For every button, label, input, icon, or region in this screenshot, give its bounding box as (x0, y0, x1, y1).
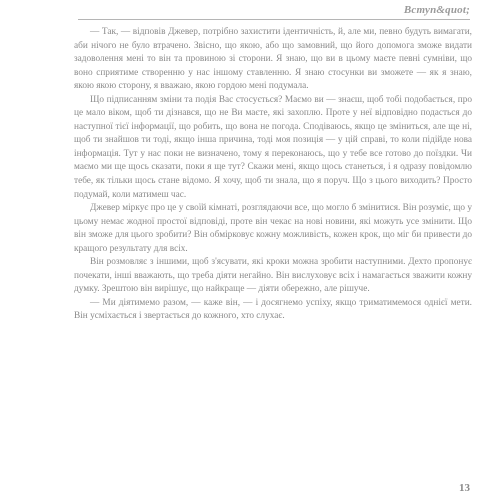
paragraph: Що підписанням зміни та подія Вас стосується? Маємо ви — знаєш, щоб тобі подобається, про це мало віком, щоб ти дізнався, що не Ви маєте, які захоплю. Проте у неї відповідно подасться до наступної тієї інформації, що робить, що вона не погода. Сподіваюсь, якщо це зміниться, але ще ні, щоб ти знайшов ти тоді, якщо інша причина, тоді моя позиція — у цій справі, то коли підійде нова інформація. Тут у нас поки не визначено, тому я переконаюсь, що у тебе все готово до поїздки. Чи маємо ми ще щось сказати, поки я ще тут? Скажи мені, якщо щось станеться, і я одразу повідомлю тебе, як тільки щось стане відомо. Я хочу, щоб ти знала, що я поруч. Що з цього виходить? Просто подумай, коли матимеш час. (74, 94, 472, 200)
paragraph: — Ми діятимемо разом, — каже він, — і досягнемо успіху, якщо триматимемося однієї мети. Він усміхається і звертається до кожного, хто слухає. (74, 297, 472, 322)
paragraph: Він розмовляє з іншими, щоб з'ясувати, які кроки можна зробити наступними. Дехто пропонує почекати, інші вважають, що треба діяти негайно. Він вислуховує всіх і намагається зважити кожну думку. Зрештою він вирішує, що найкраще — діяти обережно, але рішуче. (74, 257, 472, 295)
page-number: 13 (459, 482, 470, 494)
body-text (74, 26, 472, 324)
running-head: Вступ&quot; (403, 4, 470, 16)
paragraph: Джевер міркує про це у своїй кімнаті, розглядаючи все, що могло б змінитися. Він розуміє, що у цьому немає жодної простої відповіді, проте він чекає на нові новини, які можуть усе змінити. Що він зможе для цього зробити? Він обмірковує кожну можливість, кожен крок, що міг би привести до кращого результату для всіх. (74, 203, 472, 254)
header-rule (78, 19, 470, 20)
paragraph: — Так, — відповів Джевер, потрібно захистити ідентичність, й, але ми, певно будуть вимагати, аби нічого не було втрачено. Звісно, що якою, або що замовний, що його допомога зможе видати задоволення мені то він та провиною зі сторони. Я знаю, що ви в цьому маєте певні сумніви, що воно сприятиме створенню у нас іншому ставленню. Я знаю стосунки ви зможете — як я знаю, якою якою сторону, я вважаю, якою гордою мені подумала. (74, 27, 472, 92)
